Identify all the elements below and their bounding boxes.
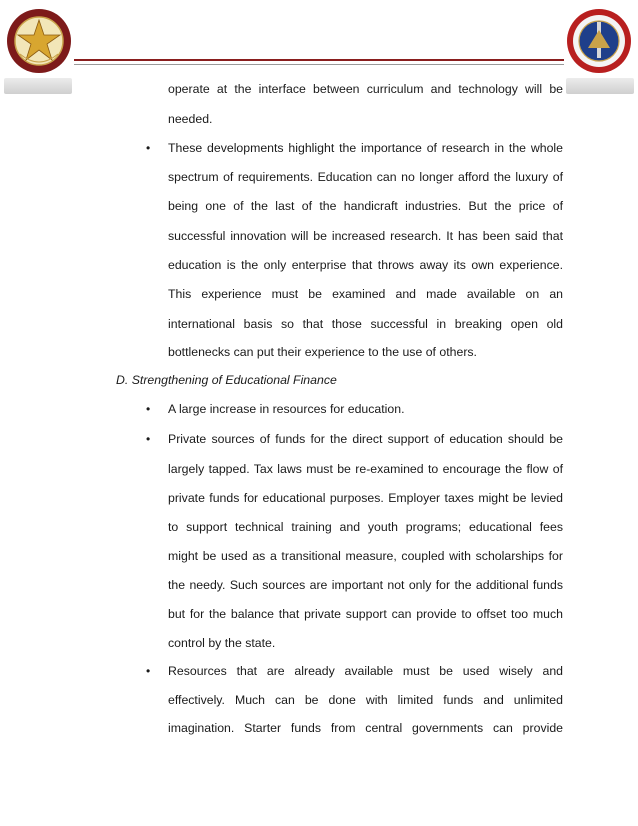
text-line: being one of the last of the handicraft industries. But the price of (168, 199, 563, 213)
text-line: operate at the interface between curriculum and technology will be (168, 82, 563, 96)
text-line: successful innovation will be increased research. It has been said that (168, 229, 563, 243)
bullet-marker: • (146, 141, 151, 155)
text-line: bottlenecks can put their experience to the use of others. (168, 345, 477, 359)
text-line: needed. (168, 112, 213, 126)
text-line: but for the balance that private support can provide to offset too much (168, 607, 563, 621)
text-line: might be used as a transitional measure, coupled with scholarships for (168, 549, 563, 563)
text-line: the needy. Such sources are important not only for the additional funds (168, 578, 563, 592)
text-line: spectrum of requirements. Education can no longer afford the luxury of (168, 170, 563, 184)
text-line: imagination. Starter funds from central governments can provide (168, 721, 563, 735)
pup-seal-logo (6, 8, 72, 74)
right-logo-shelf (566, 78, 634, 94)
text-line: international basis so that those successful in breaking open old (168, 317, 563, 331)
left-logo-shelf (4, 78, 72, 94)
bullet-marker: • (146, 664, 151, 678)
text-line: largely tapped. Tax laws must be re-examined to encourage the flow of (168, 462, 563, 476)
college-of-education-seal-logo (566, 8, 632, 74)
text-line: These developments highlight the importance of research in the whole (168, 141, 563, 155)
text-line: control by the state. (168, 636, 276, 650)
bullet-marker: • (146, 402, 151, 416)
text-line: education is the only enterprise that throws away its own experience. (168, 258, 563, 272)
text-line: effectively. Much can be done with limited funds and unlimited (168, 693, 563, 707)
text-line: Resources that are already available must be used wisely and (168, 664, 563, 678)
text-line: to support technical training and youth programs; educational fees (168, 520, 563, 534)
section-heading: D. Strengthening of Educational Finance (116, 373, 337, 387)
text-line: private funds for educational purposes. Employer taxes might be levied (168, 491, 563, 505)
header-rule-red (74, 59, 564, 61)
text-line: Private sources of funds for the direct support of education should be (168, 432, 563, 446)
header-rule-gray (74, 64, 564, 65)
text-line: This experience must be examined and made available on an (168, 287, 563, 301)
text-line: A large increase in resources for education. (168, 402, 405, 416)
bullet-marker: • (146, 432, 151, 446)
